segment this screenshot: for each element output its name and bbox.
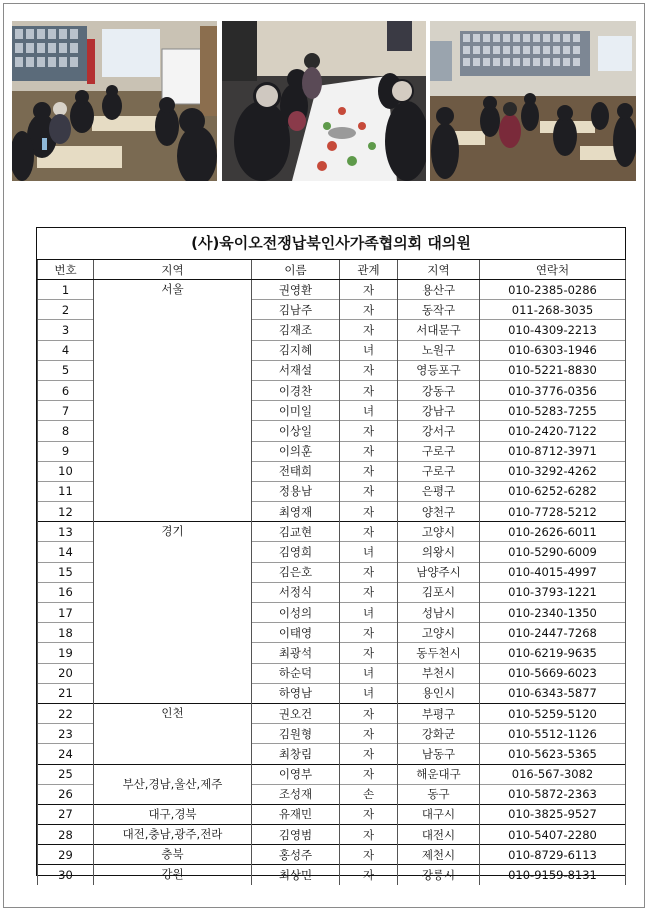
member-area: 영등포구 [398,360,480,380]
member-relation: 자 [340,300,398,320]
member-relation: 자 [340,360,398,380]
member-area: 강남구 [398,401,480,421]
member-phone: 010-2447-7268 [480,623,626,643]
header-row [38,260,626,280]
member-relation: 자 [340,481,398,501]
member-phone: 010-2340-1350 [480,603,626,623]
region-cell: 인천 [94,703,252,764]
row-number: 16 [38,582,94,602]
row-number: 30 [38,865,94,885]
member-area: 고양시 [398,623,480,643]
region-cell: 경기 [94,522,252,704]
member-area: 제천시 [398,845,480,865]
member-relation: 자 [340,804,398,824]
region-cell: 강원 [94,865,252,885]
member-area: 용인시 [398,683,480,703]
member-relation: 자 [340,320,398,340]
member-relation: 자 [340,441,398,461]
member-phone: 011-268-3035 [480,300,626,320]
row-number: 23 [38,724,94,744]
member-phone: 010-3776-0356 [480,380,626,400]
member-relation: 자 [340,865,398,885]
row-number: 12 [38,502,94,522]
header-region: 지역 [94,260,252,280]
member-name: 조성재 [252,784,340,804]
row-number: 13 [38,522,94,542]
member-relation: 녀 [340,542,398,562]
region-cell: 대전,충남,광주,전라 [94,825,252,845]
member-phone: 010-8712-3971 [480,441,626,461]
member-phone: 010-2385-0286 [480,280,626,300]
member-area: 대전시 [398,825,480,845]
member-area: 의왕시 [398,542,480,562]
member-name: 최상민 [252,865,340,885]
table-row [38,804,626,824]
header-number: 번호 [38,260,94,280]
member-name: 서재설 [252,360,340,380]
member-phone: 010-4015-4997 [480,562,626,582]
member-relation: 자 [340,522,398,542]
member-name: 최창림 [252,744,340,764]
meeting-room-photo [12,21,217,181]
member-area: 강릉시 [398,865,480,885]
table-row [38,522,626,542]
member-phone: 010-5221-8830 [480,360,626,380]
member-phone: 010-4309-2213 [480,320,626,340]
member-name: 김지혜 [252,340,340,360]
row-number: 21 [38,683,94,703]
row-number: 28 [38,825,94,845]
member-phone: 010-5512-1126 [480,724,626,744]
member-area: 구로구 [398,441,480,461]
table-row [38,703,626,723]
member-phone: 010-7728-5212 [480,502,626,522]
table-row [38,280,626,300]
member-phone: 010-3825-9527 [480,804,626,824]
member-relation: 자 [340,744,398,764]
member-name: 김재조 [252,320,340,340]
member-name: 정용남 [252,481,340,501]
member-name: 최광석 [252,643,340,663]
header-phone: 연락처 [480,260,626,280]
header-name: 이름 [252,260,340,280]
member-phone: 016-567-3082 [480,764,626,784]
member-relation: 자 [340,623,398,643]
member-area: 강화군 [398,724,480,744]
member-phone: 010-5623-5365 [480,744,626,764]
row-number: 9 [38,441,94,461]
member-phone: 010-3292-4262 [480,461,626,481]
member-area: 동두천시 [398,643,480,663]
member-name: 하영남 [252,683,340,703]
member-relation: 녀 [340,663,398,683]
member-phone: 010-6343-5877 [480,683,626,703]
member-name: 권오건 [252,703,340,723]
member-relation: 손 [340,784,398,804]
member-name: 서정식 [252,582,340,602]
member-area: 강동구 [398,380,480,400]
member-area: 해운대구 [398,764,480,784]
member-name: 김교현 [252,522,340,542]
member-name: 이의훈 [252,441,340,461]
member-name: 이태영 [252,623,340,643]
member-phone: 010-3793-1221 [480,582,626,602]
member-relation: 녀 [340,401,398,421]
member-relation: 자 [340,764,398,784]
row-number: 19 [38,643,94,663]
member-relation: 자 [340,421,398,441]
member-name: 유재민 [252,804,340,824]
member-relation: 자 [340,502,398,522]
member-name: 전태희 [252,461,340,481]
row-number: 22 [38,703,94,723]
member-name: 김은호 [252,562,340,582]
member-area: 부평구 [398,703,480,723]
row-number: 17 [38,603,94,623]
member-name: 이영부 [252,764,340,784]
member-phone: 010-5259-5120 [480,703,626,723]
header-relation: 관계 [340,260,398,280]
member-name: 하순덕 [252,663,340,683]
member-relation: 자 [340,461,398,481]
member-area: 강서구 [398,421,480,441]
row-number: 7 [38,401,94,421]
row-number: 24 [38,744,94,764]
member-phone: 010-5669-6023 [480,663,626,683]
member-name: 김영희 [252,542,340,562]
table-row [38,764,626,784]
member-relation: 녀 [340,603,398,623]
member-relation: 자 [340,703,398,723]
row-number: 25 [38,764,94,784]
member-area: 용산구 [398,280,480,300]
member-name: 김원형 [252,724,340,744]
row-number: 29 [38,845,94,865]
region-cell: 대구,경북 [94,804,252,824]
row-number: 15 [38,562,94,582]
member-phone: 010-2626-6011 [480,522,626,542]
member-relation: 자 [340,380,398,400]
member-area: 동작구 [398,300,480,320]
row-number: 2 [38,300,94,320]
member-name: 이상일 [252,421,340,441]
member-area: 은평구 [398,481,480,501]
member-name: 이성의 [252,603,340,623]
member-area: 부천시 [398,663,480,683]
roster-table [37,260,626,885]
member-phone: 010-6303-1946 [480,340,626,360]
table-row [38,825,626,845]
member-relation: 자 [340,825,398,845]
member-phone: 010-2420-7122 [480,421,626,441]
table-title: (사)육이오전쟁납북인사가족협의회 대의원 [37,228,625,260]
table-row [38,845,626,865]
member-relation: 녀 [340,683,398,703]
member-area: 노원구 [398,340,480,360]
table-row [38,865,626,885]
member-phone: 010-6252-6282 [480,481,626,501]
region-cell: 서울 [94,280,252,522]
member-area: 남동구 [398,744,480,764]
member-area: 동구 [398,784,480,804]
row-number: 3 [38,320,94,340]
member-name: 김남주 [252,300,340,320]
member-area: 고양시 [398,522,480,542]
member-relation: 자 [340,643,398,663]
member-area: 양천구 [398,502,480,522]
row-number: 6 [38,380,94,400]
member-name: 권영환 [252,280,340,300]
region-cell: 부산,경남,울산,제주 [94,764,252,804]
row-number: 1 [38,280,94,300]
row-number: 4 [38,340,94,360]
member-name: 이경찬 [252,380,340,400]
member-phone: 010-5407-2280 [480,825,626,845]
member-name: 이미일 [252,401,340,421]
roster-table-panel [36,227,626,883]
member-area: 서대문구 [398,320,480,340]
row-number: 26 [38,784,94,804]
region-cell: 충북 [94,845,252,865]
row-number: 14 [38,542,94,562]
member-phone: 010-5283-7255 [480,401,626,421]
member-phone: 010-9159-8131 [480,865,626,885]
member-phone: 010-5872-2363 [480,784,626,804]
member-phone: 010-5290-6009 [480,542,626,562]
row-number: 20 [38,663,94,683]
member-relation: 녀 [340,340,398,360]
member-relation: 자 [340,562,398,582]
assembly-hall-photo [430,21,636,181]
dining-table-photo [222,21,426,181]
member-relation: 자 [340,724,398,744]
row-number: 5 [38,360,94,380]
row-number: 10 [38,461,94,481]
row-number: 11 [38,481,94,501]
row-number: 27 [38,804,94,824]
row-number: 18 [38,623,94,643]
member-phone: 010-6219-9635 [480,643,626,663]
member-area: 남양주시 [398,562,480,582]
member-area: 대구시 [398,804,480,824]
member-relation: 자 [340,845,398,865]
member-name: 홍성주 [252,845,340,865]
member-area: 구로구 [398,461,480,481]
member-phone: 010-8729-6113 [480,845,626,865]
member-name: 김영범 [252,825,340,845]
header-area: 지역 [398,260,480,280]
row-number: 8 [38,421,94,441]
member-area: 김포시 [398,582,480,602]
member-name: 최영재 [252,502,340,522]
member-relation: 자 [340,582,398,602]
member-area: 성남시 [398,603,480,623]
member-relation: 자 [340,280,398,300]
